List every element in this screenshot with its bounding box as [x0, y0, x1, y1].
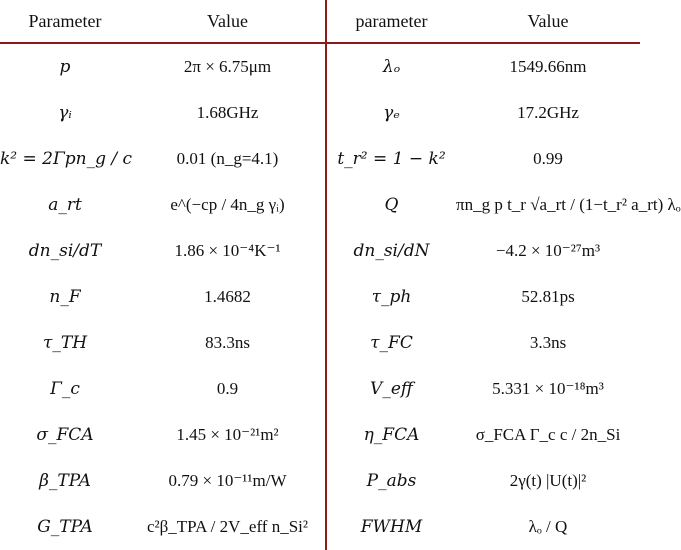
- row-value: e^(−cp / 4n_g γᵢ): [130, 182, 326, 228]
- row-value-2: λₒ / Q: [528, 517, 568, 536]
- row-value-2: 17.2GHz: [517, 103, 579, 122]
- row-value: c²β_TPA / 2V_eff n_Si²: [130, 504, 326, 550]
- table-row: [0, 90, 640, 136]
- row-parameter-2: λₒ: [382, 57, 401, 77]
- row-parameter-2: Q: [384, 195, 399, 215]
- row-parameter: n_F: [49, 287, 81, 307]
- row-parameter: σ_FCA: [36, 425, 94, 445]
- header-value-2: Value: [456, 0, 640, 43]
- row-parameter: Γ_c: [50, 379, 80, 399]
- row-value-2: πn_g p t_r √a_rt / (1−t_r² a_rt) λₒ: [456, 195, 681, 214]
- row-parameter-2: η_FCA: [363, 425, 420, 445]
- row-value-2: 52.81ps: [521, 287, 575, 306]
- table-row: [0, 504, 640, 550]
- row-value-2: −4.2 × 10⁻²⁷m³: [495, 241, 601, 260]
- row-parameter-2: t_r² = 1 − k²: [337, 149, 446, 169]
- row-value-2: 2γ(t) |U(t)|²: [509, 471, 587, 490]
- row-value: 83.3ns: [130, 320, 326, 366]
- header-parameter-2: parameter: [326, 0, 456, 43]
- row-value-2: 5.331 × 10⁻¹⁸m³: [492, 379, 604, 398]
- table-row: [0, 412, 640, 458]
- row-value-2: 3.3ns: [529, 333, 567, 352]
- header-row: [0, 0, 640, 43]
- row-parameter-2: γₑ: [383, 103, 400, 123]
- row-value: 1.4682: [130, 274, 326, 320]
- row-parameter-2: τ_FC: [370, 333, 413, 353]
- row-parameter-2: V_eff: [370, 379, 413, 399]
- row-parameter-2: dn_si/dN: [353, 241, 430, 261]
- row-value: 0.79 × 10⁻¹¹m/W: [130, 458, 326, 504]
- row-parameter: G_TPA: [37, 517, 93, 537]
- table-row: [0, 182, 640, 228]
- header-parameter: Parameter: [0, 0, 130, 43]
- row-value-2: 1549.66nm: [509, 57, 587, 76]
- row-parameter: τ_TH: [42, 333, 88, 353]
- header-value: Value: [130, 0, 326, 43]
- row-value: 0.01 (n_g=4.1): [130, 136, 326, 182]
- row-value-2: 0.99: [533, 149, 563, 168]
- row-value: 1.86 × 10⁻⁴K⁻¹: [130, 228, 326, 274]
- row-parameter: β_TPA: [39, 471, 91, 491]
- row-parameter-2: τ_ph: [371, 287, 412, 307]
- row-parameter: k² = 2Γpn_g / c: [0, 149, 133, 169]
- table-body: [0, 43, 681, 550]
- row-value: 1.45 × 10⁻²¹m²: [130, 412, 326, 458]
- row-parameter-2: P_abs: [366, 471, 417, 491]
- table-row: [0, 228, 640, 274]
- row-value: 2π × 6.75μm: [130, 43, 326, 90]
- row-value: 1.68GHz: [130, 90, 326, 136]
- table-row: [0, 366, 640, 412]
- table-row: [0, 43, 640, 90]
- row-parameter: dn_si/dT: [28, 241, 102, 261]
- table-row: [0, 320, 640, 366]
- table-row: [0, 136, 640, 182]
- row-parameter-2: FWHM: [360, 517, 423, 537]
- table-row: [0, 274, 640, 320]
- row-value: 0.9: [130, 366, 326, 412]
- row-parameter: γᵢ: [58, 103, 72, 123]
- row-parameter: a_rt: [48, 195, 82, 215]
- table-row: [0, 458, 640, 504]
- row-value-2: σ_FCA Γ_c c / 2n_Si: [475, 425, 621, 444]
- row-parameter: p: [59, 57, 71, 77]
